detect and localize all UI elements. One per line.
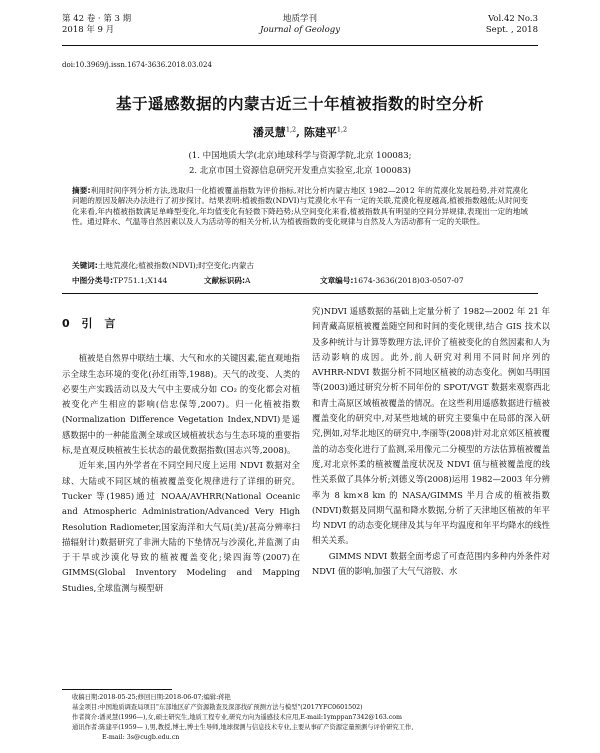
header-volume-en: [486, 14, 538, 36]
keywords-label: 关键词:: [72, 261, 98, 270]
keywords-text: 土地荒漠化;植被指数(NDVI);时空变化;内蒙古: [97, 261, 255, 270]
abstract-text: 利用时间序列分析方法,选取归一化植被覆盖指数为评价指标,对比分析内蒙古地区 1982—2012 年的荒漠化发展趋势,并对荒漠化问题的原因及解决办法进行了初步探讨。结果表明:植被指数(NDVI)与荒漠化水平有一定的关联,荒漠化程度越高,植被指数越低;从时间变化来看,年内植被指数满足单峰型变化,年均值变化有轻微下降趋势;从空间变化来看,植被指数具有明显的空间分异规律,表现出一定的地域性。通过降水、气温等自然因素以及人为活动等的相关分析,认为植被指数的变化规律与自然及人为活动都有一定的关联性。: [72, 186, 528, 227]
header-journal-cn: 地质学刊: [282, 14, 317, 24]
clc-code: 中图分类号:TP751.1;X144: [72, 276, 168, 285]
affiliation-2: 2. 北京市国土资源信息研究开发重点实验室,北京 100083): [189, 166, 411, 176]
footnote-email: E-mail: 3s@cugb.edu.cn: [102, 734, 180, 741]
abstract-label: 摘要:: [72, 186, 91, 195]
left-column: [62, 302, 300, 596]
keywords: [72, 260, 528, 271]
affiliation-1: (1. 中国地质大学(北京)地球科学与资源学院,北京 100083;: [188, 151, 412, 161]
footnote-author-bio: 作者简介:潘灵慧(1996—),女,硕士研究生,地质工程专业,研究方向为遥感技术应用,E-mail:1ymppan7342@163.com: [72, 714, 403, 721]
article-title: 基于遥感数据的内蒙古近三十年植被指数的时空分析: [115, 95, 484, 113]
author-list: 潘灵慧$^{1,2}$, 陈建平$^{1,2}$: [252, 125, 348, 139]
body-paragraph: 究)NDVI 遥感数据的基础上定量分析了 1982—2002 年 21 年间青藏高原植被覆盖随空间和时间的变化规律,结合 GIS 技术以及多种统计与计算等数理方法,评价了植被变化的自然因素和人为活动影响的成因。此外,前人研究对利用不同时间序列的 AVHRR-NDVI 数据分析不同地区植被的动态变化。例如马明国等(2003)通过研究分析不同年份的 SPOT/VGT 数据来观察西北和青土高原区域植被覆盖的情况。在这些利用遥感数据进行植被覆盖变化的研究中,对某些地域的研究主要集中在局部的深入研究,例如,对华北地区的研究中,李丽等(2008)针对北京郊区植被覆盖的动态变化进行了监测,采用像元二分模型的方法估算植被覆盖度,对北京怀柔的植被覆盖度状况及 NDVI 值与植被覆盖度的线性关系做了具体分析;刘德义等(2008)运用 1982—2003 年分辨率为 8 km×8 km 的 NASA/GIMMS 半月合成的植被指数(NDVI)数据及同期气温和降水数据,分析了天津地区植被的年平均 NDVI 的动态变化规律及其与年平均温度和年平均降水的线性相关关系。: [312, 306, 550, 546]
footnote-received: 收稿日期:2018-05-25;修回日期:2018-06-07;编辑:蒋艳: [72, 694, 231, 701]
body-paragraph: GIMMS NDVI 数据全面考虑了可查范围内多种内外条件对 NDVI 值的影响,加强了大气气溶胶、水: [312, 550, 550, 577]
header-journal: [62, 14, 538, 36]
section-heading: 0 引 言: [62, 317, 120, 330]
running-header: [62, 14, 538, 44]
doc-code: 文献标识码:A: [204, 276, 251, 285]
body-paragraph: 植被是自然界中联结土壤、大气和水的关键因素,能直观地指示全球生态环境的变化(孙红雨等,1988)。天气的改变、人类的必要生产实践活动以及大气中主要成分如 CO₂ 的变化都会对植被变化产生相应的影响(信忠保等,2007)。归一化植被指数(Normalization Difference Vegetation Index,NDVI)是遥感数据中的一种能监测全球或区域植被状态与生态环境的重要指标,是直观反映植被生长状态的最优数据指数(国志兴等,2008)。: [62, 353, 300, 456]
author-name: 陈建平: [303, 126, 337, 139]
author-name: 潘灵慧: [252, 126, 286, 139]
doi: doi:10.3969/j.issn.1674-3636.2018.03.024: [62, 61, 212, 69]
header-journal-en: Journal of Geology: [259, 25, 340, 35]
footnote-rule: [62, 689, 172, 690]
abstract-rule: [62, 293, 538, 294]
header-vol-no: Vol.42 No.3: [488, 14, 538, 24]
footnote-corresponding: 通讯作者:陈建平(1959— ),男,教授,博士,博士生导师,地球探测与信息技术专业,主要从事矿产资源定量预测与评价研究工作,: [72, 724, 414, 731]
author-affil-mark: 1,2: [285, 125, 297, 134]
header-date: 2018 年 9 月: [62, 25, 115, 35]
header-volume-issue: 第 42 卷 · 第 3 期: [62, 14, 132, 24]
author-affil-mark: 1,2: [336, 125, 348, 134]
body-paragraph: 近年来,国内外学者在不同空间尺度上运用 NDVI 数据对全球、大陆或不同区域的植被覆盖变化规律进行了详细的研究。Tucker 等(1985)通过 NOAA/AVHRR(National Oceanic and Atmospheric Administration/Advanced Very High Resolution Radiometer,国家海洋和大气局(美)/甚高分辨率扫描辐射计)数据研究了非洲大陆的下垫情况与沙漠化,并监测了由于干旱或沙漠化导致的植被覆盖变化;梁四海等(2007)在 GIMMS(Global Inventory Modeling and Mapping Studies,全球监测与模型研: [62, 460, 300, 593]
right-column: [312, 304, 550, 579]
article-number: 文章编号:1674-3636(2018)03-0507-07: [320, 276, 464, 285]
footnote-funding: 基金项目:中国地质调查局项目"东部地区矿产资源勘查及深部找矿预测方法与模型"(2017YFC0601502): [72, 704, 363, 711]
header-date-en: Sept. , 2018: [485, 25, 538, 35]
header-rule: [62, 45, 538, 46]
abstract: [72, 186, 528, 228]
